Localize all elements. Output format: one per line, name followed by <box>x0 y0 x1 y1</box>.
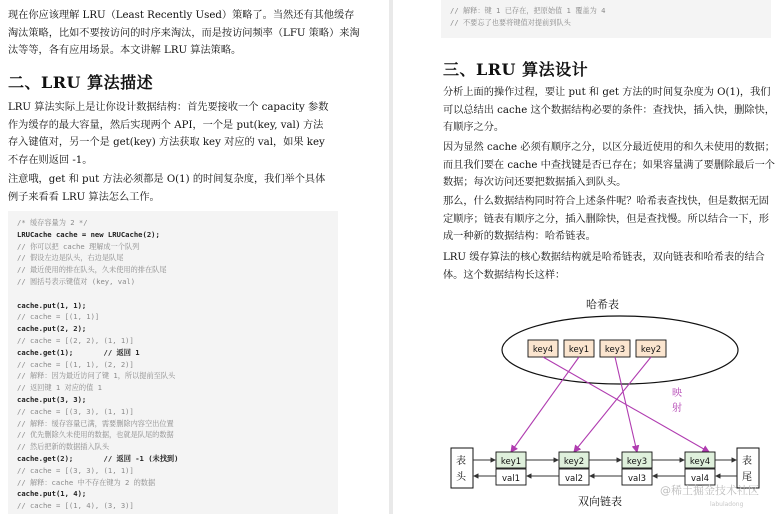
list-node-val: val3 <box>627 474 647 484</box>
watermark-sub: labuladong <box>710 501 744 508</box>
code-line: cache.put(1, 1); <box>17 300 87 310</box>
analysis-paragraph: 分析上面的操作过程，要让 put 和 get 方法的时间复杂度为 O(1)，我们可以总结出 cache 这个数据结构必要的条件：查找快，插入快，删除快，有顺序之分。 <box>443 87 775 133</box>
list-node-key: key4 <box>689 457 711 467</box>
code-line: // 优先删除久未使用的数据，也就是队尾的数据 <box>17 430 174 440</box>
code-line: // 解释：键 1 已存在，把原始值 1 覆盖为 4 <box>450 6 606 15</box>
list-node-val: val1 <box>501 474 521 484</box>
code-line: // 圆括号表示键值对 (key, val) <box>17 277 136 286</box>
right-page <box>393 0 782 514</box>
hash-key-label: key4 <box>532 345 554 355</box>
map-arrow-key3 <box>615 357 637 452</box>
code-line: // cache = [(3, 3), (1, 1)] <box>17 465 134 475</box>
map-label-1: 映 <box>672 388 682 399</box>
svg-text:头: 头 <box>456 472 466 483</box>
list-node-key: key3 <box>626 457 648 467</box>
list-node-key: key1 <box>500 457 522 467</box>
code-line: // 返回键 1 对应的值 1 <box>17 383 102 393</box>
hash-table-title: 哈希表 <box>586 298 619 311</box>
code-line: // cache = [(1, 1)] <box>17 312 100 322</box>
core-paragraph: LRU 缓存算法的核心数据结构就是哈希链表，双向链表和哈希表的结合体。这个数据结构长这样： <box>443 252 765 281</box>
code-line: // 最近使用的排在队头，久未使用的排在队尾 <box>17 265 167 275</box>
code-line: // cache = [(1, 4), (3, 3)] <box>17 501 134 511</box>
code-line: // 解释：缓存容量已满，需要删除内容空出位置 <box>17 418 174 428</box>
map-arrow-key2 <box>574 357 651 452</box>
map-arrow-key1 <box>511 357 579 452</box>
complexity-paragraph: 注意哦，get 和 put 方法必须都是 O(1) 的时间复杂度，我们举个具体例子来看看 LRU 算法怎么工作。 <box>8 174 326 203</box>
code-line: /* 缓存容量为 2 */ <box>17 218 88 227</box>
section-heading-3: 三、LRU 算法设计 <box>443 60 589 79</box>
structure-paragraph: 那么，什么数据结构同时符合上述条件呢？哈希表查找快，但是数据无固定顺序；链表有顺序之分，插入删除快，但是查找慢。所以结合一下，形成一种新的数据结构：哈希链表。 <box>443 196 769 242</box>
code-line: // 你可以把 cache 理解成一个队列 <box>17 241 140 251</box>
code-block-example <box>8 211 338 514</box>
code-line: // cache = [(3, 3), (1, 1)] <box>17 406 134 416</box>
linked-list-title: 双向链表 <box>578 495 622 508</box>
intro-paragraph: 现在你应该理解 LRU（Least Recently Used）策略了。当然还有其他缓存淘汰策略，比如不要按访问的时序来淘汰，而是按访问频率（LFU 策略）来淘汰等等，各有应用场景。本文讲解 LRU 算法策略。 <box>8 10 360 56</box>
code-line: // 假设左边是队头，右边是队尾 <box>17 253 124 263</box>
code-line: cache.put(1, 4); <box>17 489 87 499</box>
code-line: cache.put(3, 3); <box>17 395 87 404</box>
list-nodes <box>473 452 737 485</box>
section-heading-2: 二、LRU 算法描述 <box>8 73 154 92</box>
hash-key-label: key2 <box>640 345 662 355</box>
order-paragraph: 因为显然 cache 必须有顺序之分，以区分最近使用的和久未使用的数据；而且我们要在 cache 中查找键是否已存在；如果容量满了要删除最后一个数据；每次访问还要把数据插入到队头。 <box>443 142 775 188</box>
code-block-continued <box>441 0 771 38</box>
code-line: LRUCache cache = new LRUCache(2); <box>17 229 160 239</box>
code-line: // cache = [(2, 2), (1, 1)] <box>17 336 134 345</box>
code-line: // 解释：cache 中不存在键为 2 的数据 <box>17 477 156 487</box>
left-page <box>0 0 389 514</box>
code-line: // 解释：因为最近访问了键 1，所以提前至队头 <box>17 371 176 381</box>
svg-text:表: 表 <box>742 456 752 467</box>
hash-linked-list-diagram <box>448 290 778 514</box>
list-node-val: val4 <box>690 474 710 484</box>
list-node-key: key2 <box>563 457 585 467</box>
code-line: // cache = [(1, 1), (2, 2)] <box>17 359 134 369</box>
code-line: cache.put(2, 2); <box>17 324 87 334</box>
map-label-2: 射 <box>672 403 682 414</box>
hash-keys <box>528 340 666 357</box>
code-line: cache.get(2); // 返回 -1 (未找到) <box>17 454 179 463</box>
svg-text:尾: 尾 <box>742 472 752 483</box>
code-line: // 然后把新的数据插入队头 <box>17 442 110 452</box>
list-node-val: val2 <box>564 474 584 484</box>
hash-key-label: key3 <box>604 345 626 355</box>
hash-key-label: key1 <box>568 345 590 355</box>
svg-text:表: 表 <box>456 456 466 467</box>
code-line: // 不要忘了也要将键值对提前到队头 <box>450 17 571 27</box>
watermark: @稀土掘金技术社区 <box>660 484 759 497</box>
code-line: cache.get(1); // 返回 1 <box>17 347 140 357</box>
description-paragraph: LRU 算法实际上是让你设计数据结构：首先要接收一个 capacity 参数作为缓存的最大容量，然后实现两个 API，一个是 put(key, val) 方法存入键值对，另一个是 get(key) 方法获取 key 对应的 val，如果 key 不存在则返回 -1。 <box>8 102 329 166</box>
